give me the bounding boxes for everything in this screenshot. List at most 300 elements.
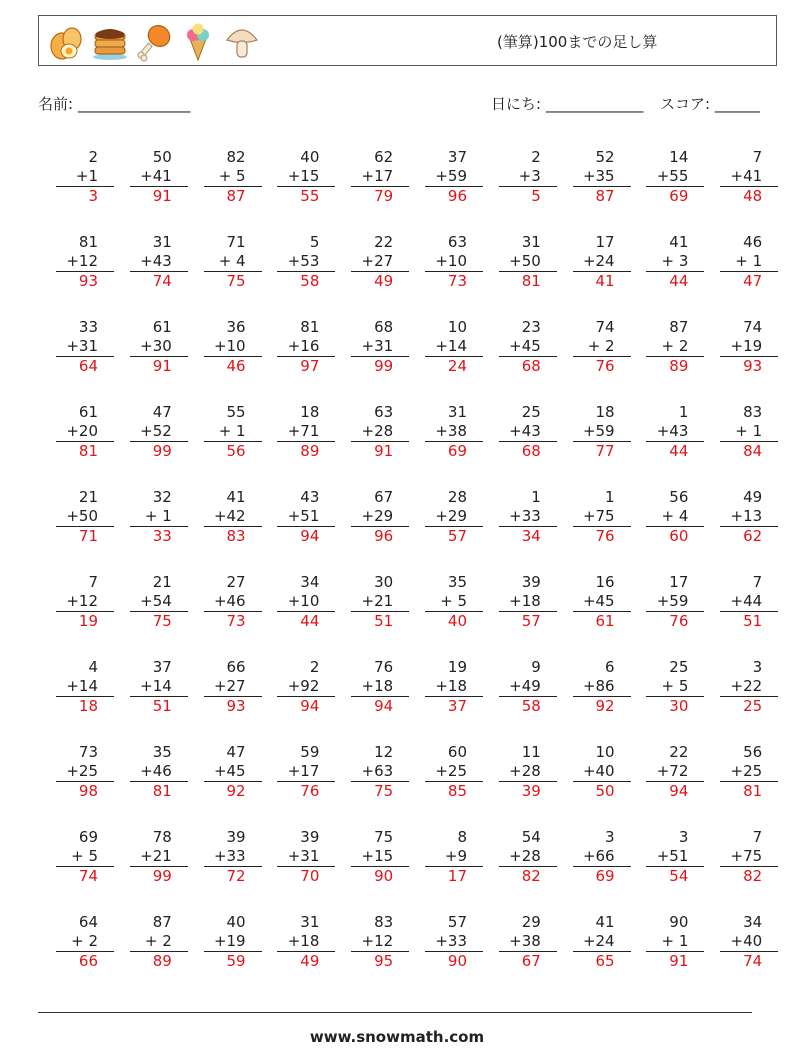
second-addend: +31 xyxy=(56,337,114,357)
first-addend: 18 xyxy=(300,403,320,421)
first-addend: 41 xyxy=(669,233,689,251)
addition-problem xyxy=(192,403,262,461)
addition-problem xyxy=(44,658,114,716)
addition-problem xyxy=(413,913,483,971)
answer: 68 xyxy=(521,442,541,460)
answer: 99 xyxy=(374,357,394,375)
second-addend: + 2 xyxy=(130,932,188,952)
second-addend: +63 xyxy=(351,762,409,782)
second-addend: +46 xyxy=(130,762,188,782)
eggs-icon xyxy=(47,22,85,62)
answer: 81 xyxy=(78,442,98,460)
first-addend: 71 xyxy=(226,233,246,251)
addition-problem xyxy=(561,658,631,716)
addition-problem xyxy=(487,148,557,206)
answer: 25 xyxy=(743,697,763,715)
second-addend: +31 xyxy=(277,847,335,867)
addition-problem xyxy=(708,573,778,631)
second-addend: + 4 xyxy=(646,507,704,527)
answer: 89 xyxy=(669,357,689,375)
addition-problem xyxy=(339,148,409,206)
addition-problem xyxy=(44,148,114,206)
first-addend: 33 xyxy=(78,318,98,336)
addition-problem xyxy=(192,658,262,716)
problem-grid xyxy=(44,148,763,998)
first-addend: 40 xyxy=(226,913,246,931)
first-addend: 4 xyxy=(88,658,98,676)
first-addend: 34 xyxy=(743,913,763,931)
addition-problem xyxy=(192,913,262,971)
answer: 33 xyxy=(152,527,172,545)
second-addend: +92 xyxy=(277,677,335,697)
second-addend: +46 xyxy=(204,592,262,612)
second-addend: +12 xyxy=(56,252,114,272)
first-addend: 74 xyxy=(743,318,763,336)
addition-problem xyxy=(634,573,704,631)
second-addend: +1 xyxy=(56,167,114,187)
second-addend: + 5 xyxy=(56,847,114,867)
addition-problem xyxy=(265,658,335,716)
second-addend: +17 xyxy=(351,167,409,187)
first-addend: 39 xyxy=(226,828,246,846)
first-addend: 7 xyxy=(88,573,98,591)
second-addend: +24 xyxy=(573,932,631,952)
first-addend: 54 xyxy=(521,828,541,846)
addition-problem xyxy=(487,573,557,631)
second-addend: +19 xyxy=(204,932,262,952)
second-addend: +52 xyxy=(130,422,188,442)
answer: 74 xyxy=(152,272,172,290)
second-addend: +59 xyxy=(425,167,483,187)
addition-problem xyxy=(265,828,335,886)
second-addend: +14 xyxy=(130,677,188,697)
second-addend: +10 xyxy=(277,592,335,612)
addition-problem xyxy=(44,488,114,546)
addition-problem xyxy=(339,828,409,886)
addition-problem xyxy=(561,318,631,376)
answer: 87 xyxy=(226,187,246,205)
addition-problem xyxy=(487,233,557,291)
problem-row xyxy=(44,233,763,318)
second-addend: +15 xyxy=(277,167,335,187)
chicken-leg-icon xyxy=(135,22,173,62)
answer: 51 xyxy=(743,612,763,630)
problem-row xyxy=(44,488,763,573)
answer: 49 xyxy=(300,952,320,970)
second-addend: +43 xyxy=(646,422,704,442)
answer: 92 xyxy=(595,697,615,715)
second-addend: +33 xyxy=(204,847,262,867)
answer: 91 xyxy=(152,187,172,205)
addition-problem xyxy=(265,148,335,206)
addition-problem xyxy=(708,913,778,971)
answer: 69 xyxy=(595,867,615,885)
addition-problem xyxy=(634,488,704,546)
second-addend: +38 xyxy=(425,422,483,442)
answer: 47 xyxy=(743,272,763,290)
second-addend: +28 xyxy=(499,762,557,782)
answer: 5 xyxy=(531,187,541,205)
answer: 74 xyxy=(743,952,763,970)
first-addend: 31 xyxy=(447,403,467,421)
first-addend: 90 xyxy=(669,913,689,931)
first-addend: 66 xyxy=(226,658,246,676)
answer: 44 xyxy=(300,612,320,630)
first-addend: 40 xyxy=(300,148,320,166)
addition-problem xyxy=(265,743,335,801)
answer: 93 xyxy=(226,697,246,715)
addition-problem xyxy=(634,828,704,886)
answer: 54 xyxy=(669,867,689,885)
second-addend: +27 xyxy=(204,677,262,697)
addition-problem xyxy=(634,148,704,206)
addition-problem xyxy=(413,573,483,631)
answer: 64 xyxy=(78,357,98,375)
first-addend: 10 xyxy=(447,318,467,336)
second-addend: +51 xyxy=(277,507,335,527)
first-addend: 62 xyxy=(374,148,394,166)
first-addend: 64 xyxy=(78,913,98,931)
second-addend: +25 xyxy=(425,762,483,782)
first-addend: 76 xyxy=(374,658,394,676)
answer: 44 xyxy=(669,272,689,290)
second-addend: +51 xyxy=(646,847,704,867)
addition-problem xyxy=(487,658,557,716)
first-addend: 22 xyxy=(374,233,394,251)
answer: 51 xyxy=(374,612,394,630)
addition-problem xyxy=(44,743,114,801)
second-addend: +44 xyxy=(720,592,778,612)
answer: 19 xyxy=(78,612,98,630)
first-addend: 25 xyxy=(521,403,541,421)
ice-cream-icon xyxy=(179,22,217,62)
first-addend: 32 xyxy=(152,488,172,506)
first-addend: 83 xyxy=(743,403,763,421)
second-addend: +28 xyxy=(351,422,409,442)
first-addend: 87 xyxy=(669,318,689,336)
second-addend: + 1 xyxy=(204,422,262,442)
second-addend: +18 xyxy=(277,932,335,952)
answer: 97 xyxy=(300,357,320,375)
second-addend: +30 xyxy=(130,337,188,357)
first-addend: 29 xyxy=(521,913,541,931)
first-addend: 12 xyxy=(374,743,394,761)
footer-url: www.snowmath.com xyxy=(309,1028,485,1046)
addition-problem xyxy=(708,743,778,801)
second-addend: + 1 xyxy=(130,507,188,527)
second-addend: +66 xyxy=(573,847,631,867)
second-addend: +54 xyxy=(130,592,188,612)
first-addend: 59 xyxy=(300,743,320,761)
addition-problem xyxy=(413,743,483,801)
second-addend: +31 xyxy=(351,337,409,357)
addition-problem xyxy=(44,828,114,886)
addition-problem xyxy=(118,318,188,376)
second-addend: +9 xyxy=(425,847,483,867)
first-addend: 63 xyxy=(447,233,467,251)
second-addend: + 2 xyxy=(646,337,704,357)
second-addend: +86 xyxy=(573,677,631,697)
first-addend: 5 xyxy=(309,233,320,251)
addition-problem xyxy=(487,403,557,461)
answer: 94 xyxy=(300,697,320,715)
answer: 71 xyxy=(78,527,98,545)
second-addend: + 5 xyxy=(204,167,262,187)
first-addend: 35 xyxy=(152,743,172,761)
first-addend: 25 xyxy=(669,658,689,676)
worksheet-header xyxy=(38,15,777,66)
answer: 76 xyxy=(669,612,689,630)
first-addend: 7 xyxy=(752,573,763,591)
second-addend: +59 xyxy=(646,592,704,612)
addition-problem xyxy=(44,318,114,376)
second-addend: +29 xyxy=(351,507,409,527)
answer: 89 xyxy=(300,442,320,460)
addition-problem xyxy=(118,403,188,461)
addition-problem xyxy=(708,488,778,546)
first-addend: 21 xyxy=(78,488,98,506)
answer: 51 xyxy=(152,697,172,715)
answer: 55 xyxy=(300,187,320,205)
first-addend: 17 xyxy=(669,573,689,591)
second-addend: +53 xyxy=(277,252,335,272)
first-addend: 2 xyxy=(88,148,98,166)
answer: 49 xyxy=(374,272,394,290)
first-addend: 73 xyxy=(78,743,98,761)
second-addend: +18 xyxy=(425,677,483,697)
second-addend: +14 xyxy=(425,337,483,357)
first-addend: 28 xyxy=(447,488,467,506)
answer: 81 xyxy=(521,272,541,290)
addition-problem xyxy=(708,828,778,886)
first-addend: 52 xyxy=(595,148,615,166)
answer: 48 xyxy=(743,187,763,205)
addition-problem xyxy=(413,828,483,886)
first-addend: 87 xyxy=(152,913,172,931)
answer: 17 xyxy=(447,867,467,885)
first-addend: 78 xyxy=(152,828,172,846)
addition-problem xyxy=(634,403,704,461)
second-addend: +21 xyxy=(130,847,188,867)
first-addend: 37 xyxy=(447,148,467,166)
addition-problem xyxy=(339,403,409,461)
second-addend: +75 xyxy=(573,507,631,527)
answer: 44 xyxy=(669,442,689,460)
answer: 92 xyxy=(226,782,246,800)
problem-row xyxy=(44,318,763,403)
answer: 69 xyxy=(447,442,467,460)
second-addend: + 1 xyxy=(646,932,704,952)
first-addend: 34 xyxy=(300,573,320,591)
first-addend: 41 xyxy=(226,488,246,506)
answer: 99 xyxy=(152,442,172,460)
addition-problem xyxy=(561,403,631,461)
second-addend: +50 xyxy=(499,252,557,272)
second-addend: +38 xyxy=(499,932,557,952)
first-addend: 55 xyxy=(226,403,246,421)
second-addend: +27 xyxy=(351,252,409,272)
second-addend: +72 xyxy=(646,762,704,782)
answer: 61 xyxy=(595,612,615,630)
answer: 68 xyxy=(521,357,541,375)
name-field: 名前: _______________ xyxy=(38,95,191,113)
first-addend: 3 xyxy=(678,828,689,846)
addition-problem xyxy=(44,913,114,971)
answer: 41 xyxy=(595,272,615,290)
addition-problem xyxy=(561,573,631,631)
problem-row xyxy=(44,913,763,998)
second-addend: +10 xyxy=(204,337,262,357)
answer: 72 xyxy=(226,867,246,885)
answer: 37 xyxy=(447,697,467,715)
addition-problem xyxy=(708,658,778,716)
addition-problem xyxy=(708,148,778,206)
addition-problem xyxy=(44,573,114,631)
second-addend: +24 xyxy=(573,252,631,272)
answer: 75 xyxy=(374,782,394,800)
answer: 99 xyxy=(152,867,172,885)
second-addend: + 3 xyxy=(646,252,704,272)
problem-row xyxy=(44,828,763,913)
second-addend: +25 xyxy=(56,762,114,782)
first-addend: 8 xyxy=(457,828,467,846)
first-addend: 36 xyxy=(226,318,246,336)
addition-problem xyxy=(487,828,557,886)
first-addend: 22 xyxy=(669,743,689,761)
answer: 75 xyxy=(226,272,246,290)
addition-problem xyxy=(413,318,483,376)
first-addend: 35 xyxy=(447,573,467,591)
addition-problem xyxy=(339,658,409,716)
first-addend: 6 xyxy=(605,658,615,676)
second-addend: +25 xyxy=(720,762,778,782)
first-addend: 3 xyxy=(605,828,615,846)
answer: 96 xyxy=(374,527,394,545)
second-addend: +29 xyxy=(425,507,483,527)
first-addend: 9 xyxy=(531,658,541,676)
first-addend: 67 xyxy=(374,488,394,506)
answer: 96 xyxy=(447,187,467,205)
second-addend: +18 xyxy=(351,677,409,697)
answer: 24 xyxy=(447,357,467,375)
second-addend: +45 xyxy=(573,592,631,612)
answer: 34 xyxy=(521,527,541,545)
addition-problem xyxy=(118,233,188,291)
footer-divider xyxy=(38,1012,752,1013)
addition-problem xyxy=(634,913,704,971)
addition-problem xyxy=(413,233,483,291)
first-addend: 19 xyxy=(447,658,467,676)
second-addend: + 2 xyxy=(56,932,114,952)
answer: 82 xyxy=(521,867,541,885)
answer: 81 xyxy=(743,782,763,800)
answer: 95 xyxy=(374,952,394,970)
answer: 89 xyxy=(152,952,172,970)
second-addend: +28 xyxy=(499,847,557,867)
first-addend: 10 xyxy=(595,743,615,761)
second-addend: + 1 xyxy=(720,252,778,272)
first-addend: 21 xyxy=(152,573,172,591)
first-addend: 39 xyxy=(300,828,320,846)
addition-problem xyxy=(265,488,335,546)
first-addend: 50 xyxy=(152,148,172,166)
first-addend: 7 xyxy=(752,828,763,846)
addition-problem xyxy=(265,573,335,631)
answer: 91 xyxy=(374,442,394,460)
answer: 81 xyxy=(152,782,172,800)
answer: 75 xyxy=(152,612,172,630)
addition-problem xyxy=(192,573,262,631)
addition-problem xyxy=(118,573,188,631)
worksheet-title: (筆算)100までの足し算 xyxy=(497,33,658,51)
first-addend: 1 xyxy=(531,488,541,506)
addition-problem xyxy=(118,828,188,886)
addition-problem xyxy=(561,913,631,971)
answer: 84 xyxy=(743,442,763,460)
first-addend: 1 xyxy=(678,403,689,421)
second-addend: +21 xyxy=(351,592,409,612)
answer: 69 xyxy=(669,187,689,205)
second-addend: +43 xyxy=(130,252,188,272)
answer: 57 xyxy=(447,527,467,545)
answer: 77 xyxy=(595,442,615,460)
answer: 57 xyxy=(521,612,541,630)
first-addend: 49 xyxy=(743,488,763,506)
first-addend: 47 xyxy=(152,403,172,421)
answer: 94 xyxy=(669,782,689,800)
first-addend: 7 xyxy=(752,148,763,166)
first-addend: 63 xyxy=(374,403,394,421)
answer: 83 xyxy=(226,527,246,545)
addition-problem xyxy=(265,318,335,376)
answer: 91 xyxy=(669,952,689,970)
second-addend: + 1 xyxy=(720,422,778,442)
addition-problem xyxy=(118,743,188,801)
second-addend: +59 xyxy=(573,422,631,442)
answer: 70 xyxy=(300,867,320,885)
answer: 56 xyxy=(226,442,246,460)
first-addend: 81 xyxy=(300,318,320,336)
addition-problem xyxy=(708,403,778,461)
addition-problem xyxy=(192,233,262,291)
first-addend: 37 xyxy=(152,658,172,676)
answer: 73 xyxy=(226,612,246,630)
addition-problem xyxy=(118,913,188,971)
answer: 59 xyxy=(226,952,246,970)
first-addend: 3 xyxy=(752,658,763,676)
answer: 30 xyxy=(669,697,689,715)
second-addend: +50 xyxy=(56,507,114,527)
mushroom-icon xyxy=(223,22,261,62)
icon-strip xyxy=(47,22,261,62)
second-addend: +40 xyxy=(573,762,631,782)
second-addend: +41 xyxy=(130,167,188,187)
first-addend: 39 xyxy=(521,573,541,591)
first-addend: 56 xyxy=(669,488,689,506)
second-addend: +19 xyxy=(720,337,778,357)
answer: 60 xyxy=(669,527,689,545)
second-addend: +33 xyxy=(499,507,557,527)
answer: 18 xyxy=(78,697,98,715)
addition-problem xyxy=(561,233,631,291)
second-addend: +17 xyxy=(277,762,335,782)
first-addend: 61 xyxy=(78,403,98,421)
answer: 94 xyxy=(374,697,394,715)
second-addend: + 2 xyxy=(573,337,631,357)
answer: 40 xyxy=(447,612,467,630)
date-field: 日にち: _____________ xyxy=(491,95,644,113)
addition-problem xyxy=(634,743,704,801)
